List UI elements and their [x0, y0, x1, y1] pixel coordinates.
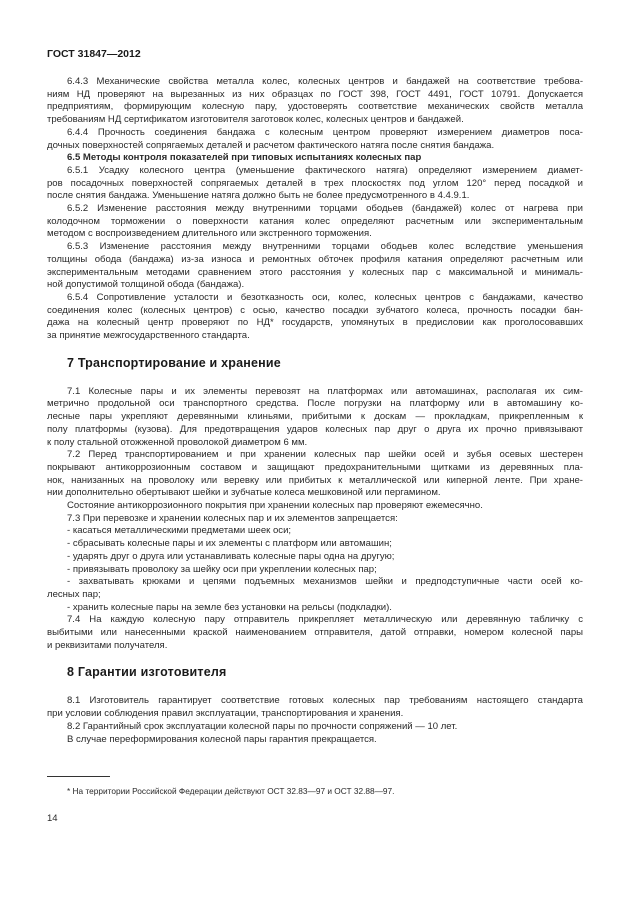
- paragraph-line: 8.1 Изготовитель гарантирует соответствие готовых колесных пар требованиям настоящего стандарта: [67, 695, 583, 707]
- paragraph-line: - сбрасывать колесные пары и их элементы с платформ или автомашин;: [67, 538, 392, 550]
- paragraph-line: дочных поверхностей сопрягаемых деталей и расчетом фактического натяга после снятия бандажа.: [47, 139, 495, 151]
- paragraph-line: дажа на колесный центр проверяют по НД* государств, упомянутых в предисловии как проголосовавших: [47, 317, 583, 329]
- paragraph-line: требованиям НД сертификатом изготовителя заготовок колес, колесных центров и бандажей.: [47, 114, 464, 126]
- footnote-rule: [47, 776, 110, 777]
- paragraph-line: к полу стальной отожженной проволокой диаметром 6 мм.: [47, 436, 308, 448]
- paragraph-line: ров посадочных поверхностей сопрягаемых деталей в трех плоскостях под углом 120° перед посадкой и: [47, 177, 583, 189]
- document-header: ГОСТ 31847—2012: [47, 48, 141, 60]
- paragraph-line: Состояние антикоррозионного покрытия при хранении колесных пар проверяют ежемесячно.: [67, 500, 483, 511]
- paragraph-line: при условии соблюдения правил эксплуатации, транспортирования и хранения.: [47, 708, 404, 720]
- section-heading: 8 Гарантии изготовителя: [67, 665, 227, 680]
- paragraph-line: В случае переформирования колесной пары гарантия прекращается.: [67, 733, 377, 745]
- paragraph-line: полу платформы (кузова). Для предотвращения ударов колесных пар друг о друга их прочно привязывают: [47, 423, 583, 435]
- paragraph-line: выбитыми или нанесенными краской наименованием отправителя, датой отправки, номером колесной пары: [47, 627, 583, 638]
- section-heading: 7 Транспортирование и хранение: [67, 355, 281, 370]
- page-number: 14: [47, 813, 58, 824]
- paragraph-line: ниям НД проверяют на вырезанных из них образцах по ГОСТ 398, ГОСТ 4491, ГОСТ 10791. Допускается: [47, 88, 583, 100]
- footnote: * На территории Российской Федерации действуют ОСТ 32.83—97 и ОСТ 32.88—97.: [67, 786, 395, 796]
- paragraph-line: 6.4.3 Механические свойства металла колес, колесных центров и бандажей на соответствие требова-: [67, 76, 583, 87]
- paragraph-line: - ударять друг о друга или устанавливать колесные пары одна на другую;: [67, 550, 395, 562]
- paragraph-line: 8.2 Гарантийный срок эксплуатации колесной пары по прочности сопряжений — 10 лет.: [67, 720, 458, 732]
- paragraph-line: 7.1 Колесные пары и их элементы перевозят на платформах или автомашинах, располагая их сим-: [67, 385, 583, 397]
- paragraph-line: лесные пары укрепляют деревянными клиньями, прибитыми к доскам — прокладкам, прикрепленным к: [47, 411, 583, 423]
- paragraph-line: 6.5.3 Изменение расстояния между внутренними торцами ободьев колес вследствие уменьшения: [67, 241, 583, 253]
- paragraph-line: толщины обода (бандажа) из-за износа и ремонтных обточек профиля катания определяют расчетным или: [47, 253, 583, 265]
- paragraph-line: 6.4.4 Прочность соединения бандажа с колесным центром проверяют измерением диаметров поса-: [67, 126, 583, 138]
- paragraph-line: - хранить колесные пары на земле без установки на рельсы (подкладки).: [67, 601, 392, 613]
- paragraph-line: соединения колес (колесных центров) с осью, качество посадки зубчатого колеса, прочность посадки бан-: [47, 304, 583, 316]
- paragraph-line: - касаться металлическими предметами шеек оси;: [67, 525, 292, 537]
- paragraph-line: лесных пар;: [47, 588, 101, 600]
- paragraph-line: 7.3 При перевозке и хранении колесных пар и их элементов запрещается:: [67, 512, 398, 524]
- paragraph-line: 6.5.2 Изменение расстояния между внутренними торцами ободьев (бандажей) колес от нагрева при: [67, 203, 583, 214]
- paragraph-line: - захватывать крюками и цепями подъемных механизмов шейки и предподступичные части осей ко-: [67, 576, 583, 588]
- paragraph-line: ной допустимой толщиной обода (бандажа).: [47, 279, 245, 291]
- paragraph-line: за принятие межгосударственного стандарта.: [47, 330, 250, 341]
- paragraph-line: экспериментальным методами сравнением этого расстояния у колесных пар с максимальной и минималь-: [47, 266, 583, 278]
- paragraph-line: 7.2 Перед транспортированием и при хранении колесных пар шейки осей и зубья осевых шестерен: [67, 449, 583, 461]
- paragraph-line: покрывают антикоррозионным составом и защищают предохранительными щитками из деревянных пла-: [47, 461, 583, 473]
- paragraph-line: и реквизитами получателя.: [47, 639, 168, 651]
- paragraph-line: нок, нанизанных на проволоку или веревку или прибитых к металлической или киперной ленте. При хране-: [47, 474, 583, 486]
- paragraph-line: 7.4 На каждую колесную пару отправитель прикрепляет металлическую или деревянную табличку с: [67, 614, 583, 626]
- paragraph-line: нии дополнительно обертывают шейки и зубчатые колеса мешковиной или пергамином.: [47, 487, 441, 499]
- subsection-heading: 6.5 Методы контроля показателей при типовых испытаниях колесных пар: [67, 152, 422, 164]
- paragraph-line: - привязывать проволоку за шейку оси при укреплении колесных пар;: [67, 563, 377, 575]
- paragraph-line: 6.5.1 Усадку колесного центра (уменьшение фактического натяга) определяют измерением диамет-: [67, 164, 583, 176]
- paragraph-line: после снятия бандажа. Уменьшение натяга должно быть не более предусмотренного в 4.4.9.1.: [47, 190, 470, 202]
- paragraph-line: методом с воспроизведением длительного или экстренного торможения.: [47, 228, 372, 240]
- paragraph-line: 6.5.4 Сопротивление усталости и безотказность оси, колес, колесных центров с бандажами, качество: [67, 291, 583, 303]
- paragraph-line: колодочном торможении о поверхности катания колес определяют расчетным или экспериментальным: [47, 215, 583, 227]
- paragraph-line: предприятиям, формирующим колесную пару, удостоверять соответствие механических свойств металла: [47, 101, 583, 113]
- paragraph-line: метрично продольной оси транспортного средства. После погрузки на платформу или в автомашину ко-: [47, 398, 583, 410]
